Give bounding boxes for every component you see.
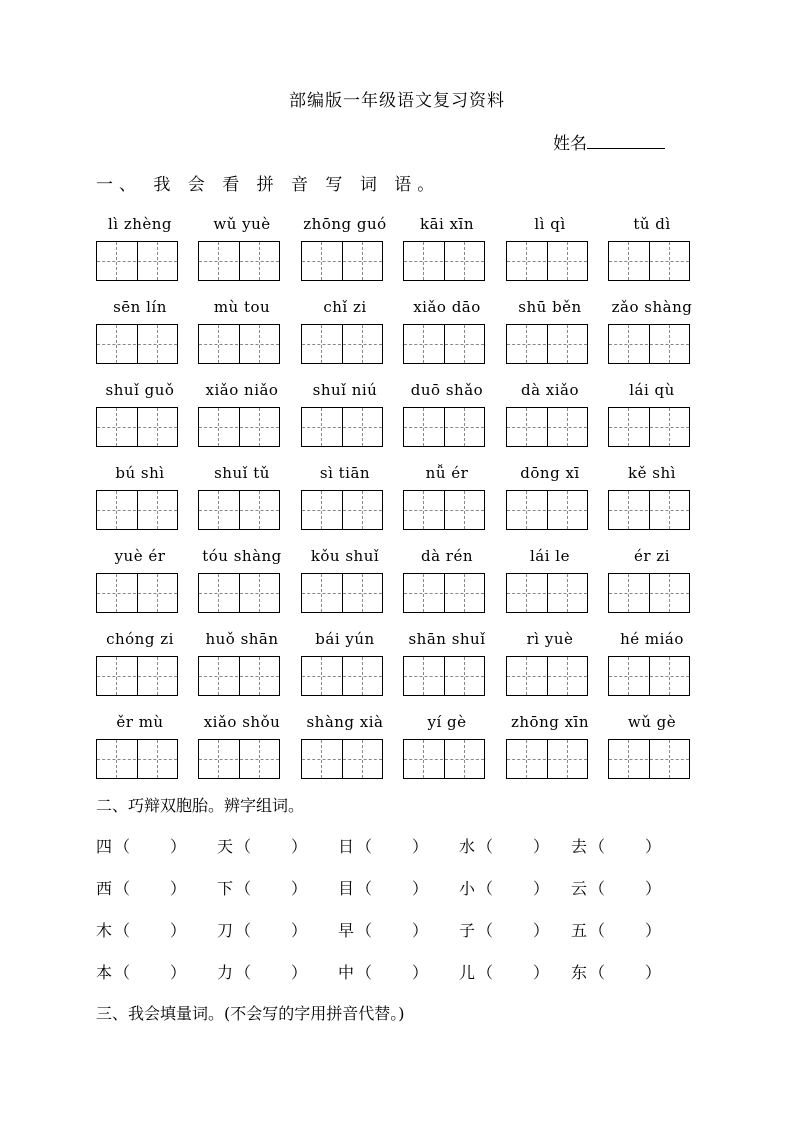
pinyin-label: yuè ér — [114, 547, 166, 565]
twin-characters-exercise — [96, 834, 696, 1002]
page-title: 部编版一年级语文复习资料 — [289, 91, 505, 111]
twin-item — [338, 834, 428, 857]
word-cell — [607, 462, 697, 530]
tianzige-writing-box[interactable] — [301, 407, 383, 447]
tianzige-writing-box[interactable] — [96, 324, 178, 364]
twin-item — [96, 876, 186, 899]
word-cell — [607, 296, 697, 364]
character: 儿 — [459, 963, 476, 982]
pinyin-label: chǐ zi — [323, 298, 367, 316]
tianzige-writing-box[interactable] — [96, 490, 178, 530]
word-row — [95, 545, 705, 628]
close-paren: ） — [170, 837, 187, 856]
pinyin-label: hé miáo — [620, 630, 684, 648]
pinyin-label: zǎo shàng — [611, 298, 693, 316]
close-paren: ） — [291, 921, 308, 940]
word-cell — [402, 213, 492, 281]
word-cell — [300, 213, 390, 281]
tianzige-writing-box[interactable] — [198, 407, 280, 447]
pinyin-label: shuǐ guǒ — [105, 381, 175, 399]
word-row — [95, 462, 705, 545]
character: 本 — [96, 963, 113, 982]
tianzige-writing-box[interactable] — [198, 241, 280, 281]
character: 早 — [338, 921, 355, 940]
word-cell — [402, 296, 492, 364]
open-paren: （ — [477, 837, 494, 856]
character: 东 — [571, 963, 588, 982]
word-row — [95, 213, 705, 296]
word-cell — [300, 545, 390, 613]
close-paren: ） — [533, 963, 550, 982]
tianzige-writing-box[interactable] — [608, 241, 690, 281]
section2-heading: 二、巧辩双胞胎。辨字组词。 — [96, 796, 305, 815]
open-paren: （ — [356, 879, 373, 898]
close-paren: ） — [412, 921, 429, 940]
tianzige-writing-box[interactable] — [301, 739, 383, 779]
word-cell — [197, 462, 287, 530]
word-cell — [300, 711, 390, 779]
twin-item — [338, 918, 428, 941]
close-paren: ） — [291, 837, 308, 856]
character: 五 — [571, 921, 588, 940]
twin-item — [459, 960, 549, 983]
name-field — [553, 129, 665, 154]
word-cell — [300, 379, 390, 447]
twin-item — [96, 834, 186, 857]
pinyin-label: nǚ ér — [425, 464, 469, 482]
pinyin-label: lì qì — [534, 215, 566, 233]
twin-row — [96, 960, 696, 1002]
tianzige-writing-box[interactable] — [198, 324, 280, 364]
character: 刀 — [217, 921, 234, 940]
tianzige-writing-box[interactable] — [403, 656, 485, 696]
open-paren: （ — [114, 837, 131, 856]
tianzige-writing-box[interactable] — [198, 656, 280, 696]
twin-item — [571, 834, 661, 857]
pinyin-label: shān shuǐ — [408, 630, 486, 648]
word-cell — [95, 711, 185, 779]
pinyin-label: zhōng xīn — [510, 713, 590, 731]
word-cell — [197, 213, 287, 281]
pinyin-label: xiǎo dāo — [413, 298, 481, 316]
pinyin-label: rì yuè — [526, 630, 574, 648]
character: 子 — [459, 921, 476, 940]
word-cell — [197, 545, 287, 613]
pinyin-label: dōng xī — [520, 464, 580, 482]
word-cell — [402, 462, 492, 530]
word-cell — [95, 213, 185, 281]
word-cell — [505, 379, 595, 447]
open-paren: （ — [235, 837, 252, 856]
close-paren: ） — [645, 963, 662, 982]
close-paren: ） — [170, 879, 187, 898]
close-paren: ） — [412, 879, 429, 898]
tianzige-writing-box[interactable] — [506, 324, 588, 364]
word-cell — [505, 711, 595, 779]
pinyin-label: ěr mù — [116, 713, 164, 731]
character: 天 — [217, 837, 234, 856]
close-paren: ） — [170, 921, 187, 940]
pinyin-label: wǔ yuè — [213, 215, 271, 233]
pinyin-label: dà xiǎo — [520, 381, 580, 399]
open-paren: （ — [589, 879, 606, 898]
close-paren: ） — [412, 837, 429, 856]
section3-heading: 三、我会填量词。(不会写的字用拼音代替。) — [96, 1004, 405, 1023]
tianzige-writing-box[interactable] — [198, 573, 280, 613]
word-cell — [607, 711, 697, 779]
close-paren: ） — [170, 963, 187, 982]
tianzige-writing-box[interactable] — [608, 656, 690, 696]
twin-row — [96, 918, 696, 960]
close-paren: ） — [533, 879, 550, 898]
tianzige-writing-box[interactable] — [96, 656, 178, 696]
pinyin-label: tóu shàng — [202, 547, 282, 565]
pinyin-label: ér zi — [633, 547, 670, 565]
tianzige-writing-box[interactable] — [608, 490, 690, 530]
close-paren: ） — [291, 963, 308, 982]
pinyin-label: dà rén — [420, 547, 474, 565]
close-paren: ） — [412, 963, 429, 982]
twin-item — [571, 960, 661, 983]
twin-item — [459, 918, 549, 941]
tianzige-writing-box[interactable] — [198, 490, 280, 530]
tianzige-writing-box[interactable] — [96, 573, 178, 613]
twin-item — [217, 876, 307, 899]
tianzige-writing-box[interactable] — [506, 573, 588, 613]
character: 中 — [338, 963, 355, 982]
character: 木 — [96, 921, 113, 940]
tianzige-writing-box[interactable] — [403, 739, 485, 779]
character: 水 — [459, 837, 476, 856]
pinyin-label: kǒu shuǐ — [310, 547, 380, 565]
twin-item — [217, 960, 307, 983]
tianzige-writing-box[interactable] — [96, 739, 178, 779]
open-paren: （ — [114, 921, 131, 940]
word-row — [95, 628, 705, 711]
pinyin-label: lái qù — [629, 381, 675, 399]
character: 下 — [217, 879, 234, 898]
twin-item — [96, 918, 186, 941]
open-paren: （ — [356, 837, 373, 856]
open-paren: （ — [235, 879, 252, 898]
pinyin-label: bú shì — [115, 464, 165, 482]
word-cell — [95, 296, 185, 364]
close-paren: ） — [533, 921, 550, 940]
word-row — [95, 296, 705, 379]
tianzige-writing-box[interactable] — [198, 739, 280, 779]
word-cell — [95, 628, 185, 696]
close-paren: ） — [533, 837, 550, 856]
tianzige-writing-box[interactable] — [506, 656, 588, 696]
pinyin-label: bái yún — [315, 630, 375, 648]
pinyin-label: kāi xīn — [419, 215, 474, 233]
twin-row — [96, 876, 696, 918]
close-paren: ） — [291, 879, 308, 898]
word-cell — [505, 462, 595, 530]
open-paren: （ — [235, 921, 252, 940]
tianzige-writing-box[interactable] — [608, 739, 690, 779]
word-cell — [505, 213, 595, 281]
pinyin-label: mù tou — [213, 298, 271, 316]
word-cell — [505, 545, 595, 613]
word-cell — [197, 711, 287, 779]
tianzige-writing-box[interactable] — [403, 241, 485, 281]
twin-row — [96, 834, 696, 876]
pinyin-label: lì zhèng — [107, 215, 173, 233]
pinyin-label: lái le — [530, 547, 570, 565]
tianzige-writing-box[interactable] — [301, 573, 383, 613]
word-cell — [402, 545, 492, 613]
word-cell — [607, 213, 697, 281]
character: 日 — [338, 837, 355, 856]
tianzige-writing-box[interactable] — [301, 241, 383, 281]
twin-item — [571, 876, 661, 899]
word-cell — [505, 296, 595, 364]
section1-heading: 一、 我 会 看 拼 音 写 词 语。 — [96, 175, 441, 195]
word-cell — [300, 462, 390, 530]
open-paren: （ — [356, 963, 373, 982]
open-paren: （ — [477, 921, 494, 940]
open-paren: （ — [477, 963, 494, 982]
pinyin-label: xiǎo shǒu — [203, 713, 281, 731]
pinyin-label: shàng xià — [306, 713, 384, 731]
word-cell — [300, 628, 390, 696]
open-paren: （ — [114, 879, 131, 898]
pinyin-label: kě shì — [628, 464, 676, 482]
pinyin-label: zhōng guó — [303, 215, 387, 233]
pinyin-label: chóng zi — [106, 630, 174, 648]
twin-item — [217, 918, 307, 941]
character: 西 — [96, 879, 113, 898]
tianzige-writing-box[interactable] — [96, 407, 178, 447]
tianzige-writing-box[interactable] — [301, 656, 383, 696]
open-paren: （ — [235, 963, 252, 982]
open-paren: （ — [589, 963, 606, 982]
open-paren: （ — [589, 837, 606, 856]
word-cell — [607, 545, 697, 613]
twin-item — [459, 834, 549, 857]
pinyin-label: tǔ dì — [633, 215, 671, 233]
pinyin-label: sēn lín — [113, 298, 167, 316]
pinyin-label: xiǎo niǎo — [205, 381, 279, 399]
word-cell — [402, 628, 492, 696]
twin-item — [338, 960, 428, 983]
twin-item — [338, 876, 428, 899]
open-paren: （ — [114, 963, 131, 982]
tianzige-writing-box[interactable] — [506, 739, 588, 779]
tianzige-writing-box[interactable] — [403, 324, 485, 364]
tianzige-writing-box[interactable] — [403, 573, 485, 613]
tianzige-writing-box[interactable] — [506, 241, 588, 281]
character: 四 — [96, 837, 113, 856]
twin-item — [217, 834, 307, 857]
pinyin-writing-grid — [95, 213, 705, 794]
word-cell — [197, 379, 287, 447]
word-cell — [402, 379, 492, 447]
word-cell — [505, 628, 595, 696]
pinyin-label: shuǐ niú — [312, 381, 378, 399]
pinyin-label: shuǐ tǔ — [214, 464, 270, 482]
word-cell — [95, 462, 185, 530]
twin-item — [571, 918, 661, 941]
pinyin-label: wǔ gè — [627, 713, 677, 731]
name-label: 姓名 — [553, 134, 587, 154]
character: 云 — [571, 879, 588, 898]
name-blank-line[interactable] — [587, 132, 665, 149]
character: 目 — [338, 879, 355, 898]
pinyin-label: shū běn — [518, 298, 582, 316]
close-paren: ） — [645, 921, 662, 940]
character: 力 — [217, 963, 234, 982]
tianzige-writing-box[interactable] — [403, 407, 485, 447]
tianzige-writing-box[interactable] — [301, 490, 383, 530]
word-cell — [95, 545, 185, 613]
tianzige-writing-box[interactable] — [403, 490, 485, 530]
pinyin-label: yí gè — [427, 713, 467, 731]
word-cell — [197, 296, 287, 364]
word-cell — [607, 628, 697, 696]
open-paren: （ — [356, 921, 373, 940]
tianzige-writing-box[interactable] — [506, 407, 588, 447]
open-paren: （ — [589, 921, 606, 940]
twin-item — [96, 960, 186, 983]
pinyin-label: huǒ shān — [205, 630, 279, 648]
character: 小 — [459, 879, 476, 898]
tianzige-writing-box[interactable] — [608, 324, 690, 364]
word-cell — [197, 628, 287, 696]
word-cell — [95, 379, 185, 447]
word-cell — [607, 379, 697, 447]
character: 去 — [571, 837, 588, 856]
word-row — [95, 379, 705, 462]
pinyin-label: duō shǎo — [410, 381, 484, 399]
word-cell — [300, 296, 390, 364]
word-row — [95, 711, 705, 794]
tianzige-writing-box[interactable] — [96, 241, 178, 281]
pinyin-label: sì tiān — [319, 464, 371, 482]
tianzige-writing-box[interactable] — [608, 407, 690, 447]
tianzige-writing-box[interactable] — [301, 324, 383, 364]
open-paren: （ — [477, 879, 494, 898]
close-paren: ） — [645, 879, 662, 898]
tianzige-writing-box[interactable] — [506, 490, 588, 530]
twin-item — [459, 876, 549, 899]
tianzige-writing-box[interactable] — [608, 573, 690, 613]
close-paren: ） — [645, 837, 662, 856]
word-cell — [402, 711, 492, 779]
